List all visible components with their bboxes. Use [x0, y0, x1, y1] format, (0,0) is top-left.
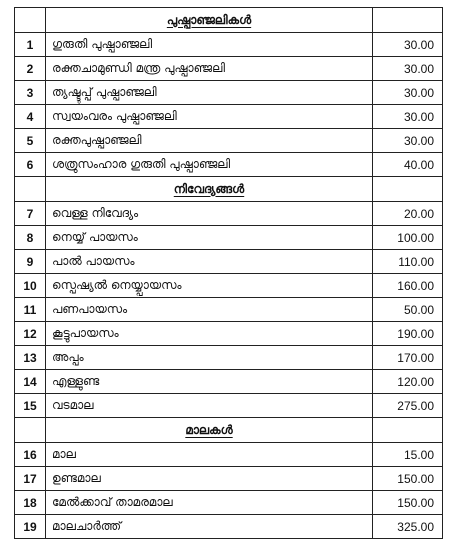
table-row [15, 33, 443, 57]
section-heading-cell [46, 8, 373, 33]
item-price: 325.00 [373, 515, 443, 539]
table-row [15, 250, 443, 274]
item-name: ഉണ്ടമാല [46, 467, 373, 491]
table-row [15, 467, 443, 491]
item-number: 12 [15, 322, 46, 346]
item-name: എള്ളുണ്ട [46, 370, 373, 394]
item-price: 275.00 [373, 394, 443, 418]
item-number: 5 [15, 129, 46, 153]
item-name: പണപായസം [46, 298, 373, 322]
item-price: 40.00 [373, 153, 443, 177]
item-name: കൂട്ടുപായസം [46, 322, 373, 346]
item-number: 3 [15, 81, 46, 105]
item-name: മാല [46, 443, 373, 467]
item-name: രക്തപുഷ്പാഞ്ജലി [46, 129, 373, 153]
item-price: 30.00 [373, 33, 443, 57]
table-row [15, 81, 443, 105]
table-row [15, 226, 443, 250]
item-price: 15.00 [373, 443, 443, 467]
item-number: 1 [15, 33, 46, 57]
item-price: 30.00 [373, 57, 443, 81]
item-number: 8 [15, 226, 46, 250]
offerings-price-table [14, 7, 443, 539]
table-row [15, 129, 443, 153]
item-name: മേൽക്കാവ് താമരമാല [46, 491, 373, 515]
item-number: 11 [15, 298, 46, 322]
item-price: 110.00 [373, 250, 443, 274]
table-row [15, 298, 443, 322]
item-price: 50.00 [373, 298, 443, 322]
item-name: നെയ്യ് പായസം [46, 226, 373, 250]
table-row [15, 491, 443, 515]
item-price: 190.00 [373, 322, 443, 346]
item-name: വെള്ള നിവേദ്യം [46, 202, 373, 226]
item-number: 7 [15, 202, 46, 226]
item-price: 30.00 [373, 81, 443, 105]
item-price: 160.00 [373, 274, 443, 298]
heading-price-cell [373, 177, 443, 202]
item-price: 120.00 [373, 370, 443, 394]
item-name: ഗുരുതി പുഷ്പാഞ്ജലി [46, 33, 373, 57]
item-price: 30.00 [373, 105, 443, 129]
item-name: ത്യഷ്ടുപ്പ് പുഷ്പാഞ്ജലി [46, 81, 373, 105]
item-number: 17 [15, 467, 46, 491]
heading-price-cell [373, 418, 443, 443]
heading-number-cell [15, 418, 46, 443]
item-name: സ്വയംവരം പുഷ്പാഞ്ജലി [46, 105, 373, 129]
item-name: മാലചാർത്ത് [46, 515, 373, 539]
table-row [15, 274, 443, 298]
item-name: വടമാല [46, 394, 373, 418]
table-row [15, 443, 443, 467]
item-number: 19 [15, 515, 46, 539]
table-row [15, 394, 443, 418]
item-name: പാൽ പായസം [46, 250, 373, 274]
section-heading-row [15, 418, 443, 443]
table-row [15, 202, 443, 226]
item-price: 150.00 [373, 467, 443, 491]
table-body [15, 8, 443, 539]
section-heading-cell [46, 177, 373, 202]
section-heading-row [15, 8, 443, 33]
item-price: 170.00 [373, 346, 443, 370]
item-number: 14 [15, 370, 46, 394]
table-row [15, 515, 443, 539]
heading-number-cell [15, 177, 46, 202]
table-row [15, 57, 443, 81]
item-price: 100.00 [373, 226, 443, 250]
item-number: 10 [15, 274, 46, 298]
section-heading-cell [46, 418, 373, 443]
item-number: 2 [15, 57, 46, 81]
item-number: 6 [15, 153, 46, 177]
table-row [15, 322, 443, 346]
section-heading-row [15, 177, 443, 202]
table-row [15, 346, 443, 370]
item-name: സ്പെഷ്യൽ നെയ്യ്പായസം [46, 274, 373, 298]
table-row [15, 105, 443, 129]
heading-number-cell [15, 8, 46, 33]
item-number: 9 [15, 250, 46, 274]
section-heading: പുഷ്പാഞ്ജലികൾ [166, 12, 252, 27]
item-price: 20.00 [373, 202, 443, 226]
item-name: ശത്രുസംഹാര ഗുരുതി പുഷ്പാഞ്ജലി [46, 153, 373, 177]
section-heading: മാലകൾ [185, 422, 233, 437]
item-number: 15 [15, 394, 46, 418]
item-number: 13 [15, 346, 46, 370]
table-row [15, 370, 443, 394]
heading-price-cell [373, 8, 443, 33]
item-number: 4 [15, 105, 46, 129]
item-number: 16 [15, 443, 46, 467]
item-price: 150.00 [373, 491, 443, 515]
item-name: രക്തചാമുണ്ഡി മന്ത്ര പുഷ്പാഞ്ജലി [46, 57, 373, 81]
item-price: 30.00 [373, 129, 443, 153]
table-row [15, 153, 443, 177]
item-name: അപ്പം [46, 346, 373, 370]
section-heading: നിവേദ്യങ്ങൾ [173, 181, 245, 196]
item-number: 18 [15, 491, 46, 515]
